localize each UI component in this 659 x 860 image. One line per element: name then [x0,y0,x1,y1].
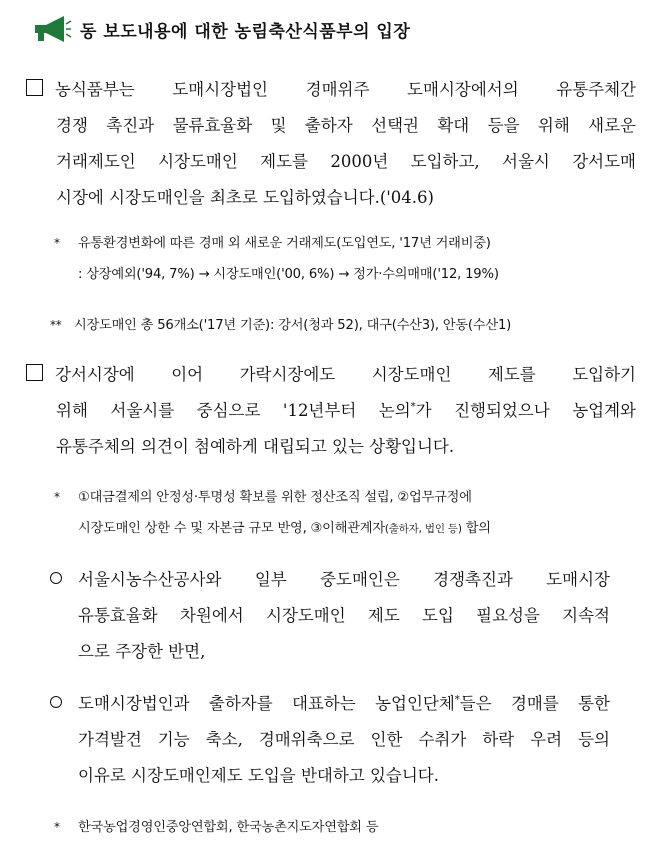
bullet-2-line: 들은 경매를 통한 [459,694,610,713]
footnote-3 [54,482,638,545]
footnote-mark: * [410,401,416,413]
section-1-line: 농식품부는 도매시장법인 경매위주 도매시장에서의 유통주체간 [55,80,636,99]
circle-bullet-icon [50,696,62,708]
footnote-mark: * [54,236,60,250]
section-heading [32,14,410,44]
footnote-3-line-2-end: 합의 [461,521,491,536]
footnote-4-text: 한국농업경영인중앙연합회, 한국농촌지도자연합회 등 [78,820,379,835]
footnote-2 [50,310,638,341]
section-1-line: 시장에 시장도매인을 최초로 도입하였습니다.('04.6) [56,188,434,207]
footnote-3-small-text: (출하자, 법인 등) [384,523,462,535]
megaphone-icon [32,14,72,44]
bullet-2-line: 도매시장법인과 출하자를 대표하는 농업인단체 [78,694,455,713]
footnote-3-line-1: ①대금결제의 안정성·투명성 확보를 위한 정산조직 설립, ②업무규정에 [78,490,472,505]
footnote-1-line-1: 유통환경변화에 따른 경매 외 새로운 거래제도(도입연도, '17년 거래비중) [78,236,491,251]
section-2-paragraph [26,357,636,465]
checkbox-square-icon [26,364,43,381]
footnote-3-line-2: 시장도매인 상한 수 및 자본금 규모 반영, ③이해관계자 [78,521,385,536]
footnote-2-text: 시장도매인 총 56개소('17년 기준): 강서(청과 52), 대구(수산3), 안동(수산1) [74,318,512,333]
section-2-line: 가 진행되었으나 농업계와 [415,401,636,420]
footnote-1-line-2: : 상장예외('94, 7%) → 시장도매인('00, 6%) → 정가·수의매매('12, 19%) [78,267,499,282]
circle-bullet-icon [50,572,62,584]
footnote-mark: ** [50,318,62,332]
section-1-line: 거래제도인 시장도매인 제도를 2000년 도입하고, 서울시 강서도매 [56,152,636,171]
section-1-line: 경쟁 촉진과 물류효율화 및 출하자 선택권 확대 등을 위해 새로운 [56,116,636,135]
footnote-mark: * [454,694,460,706]
footnote-mark: * [54,820,60,834]
bullet-1-line: 서울시농수산공사와 일부 중도매인은 경쟁촉진과 도매시장 [78,570,610,589]
bullet-2-line: 가격발견 기능 축소, 경매위축으로 인한 수취가 하락 우려 등의 [78,730,610,749]
footnote-1 [54,228,638,290]
section-1-paragraph [26,72,636,216]
bullet-2-paragraph [50,686,610,794]
section-2-line: 위해 서울시를 중심으로 '12년부터 논의 [56,401,411,420]
bullet-1-line: 유통효율화 차원에서 시장도매인 제도 도입 필요성을 지속적 [78,606,610,625]
bullet-2-line: 이유로 시장도매인제도 도입을 반대하고 있습니다. [78,766,439,785]
section-2-line: 유통주체의 의견이 첨예하게 대립되고 있는 상황입니다. [56,437,455,456]
page-title: 동 보도내용에 대한 농림축산식품부의 입장 [80,21,411,42]
footnote-4 [54,812,638,843]
checkbox-square-icon [26,79,43,96]
section-2-line: 강서시장에 이어 가락시장에도 시장도매인 제도를 도입하기 [55,365,636,384]
bullet-1-paragraph [50,562,610,670]
footnote-mark: * [54,490,60,504]
bullet-1-line: 으로 주장한 반면, [78,642,206,661]
